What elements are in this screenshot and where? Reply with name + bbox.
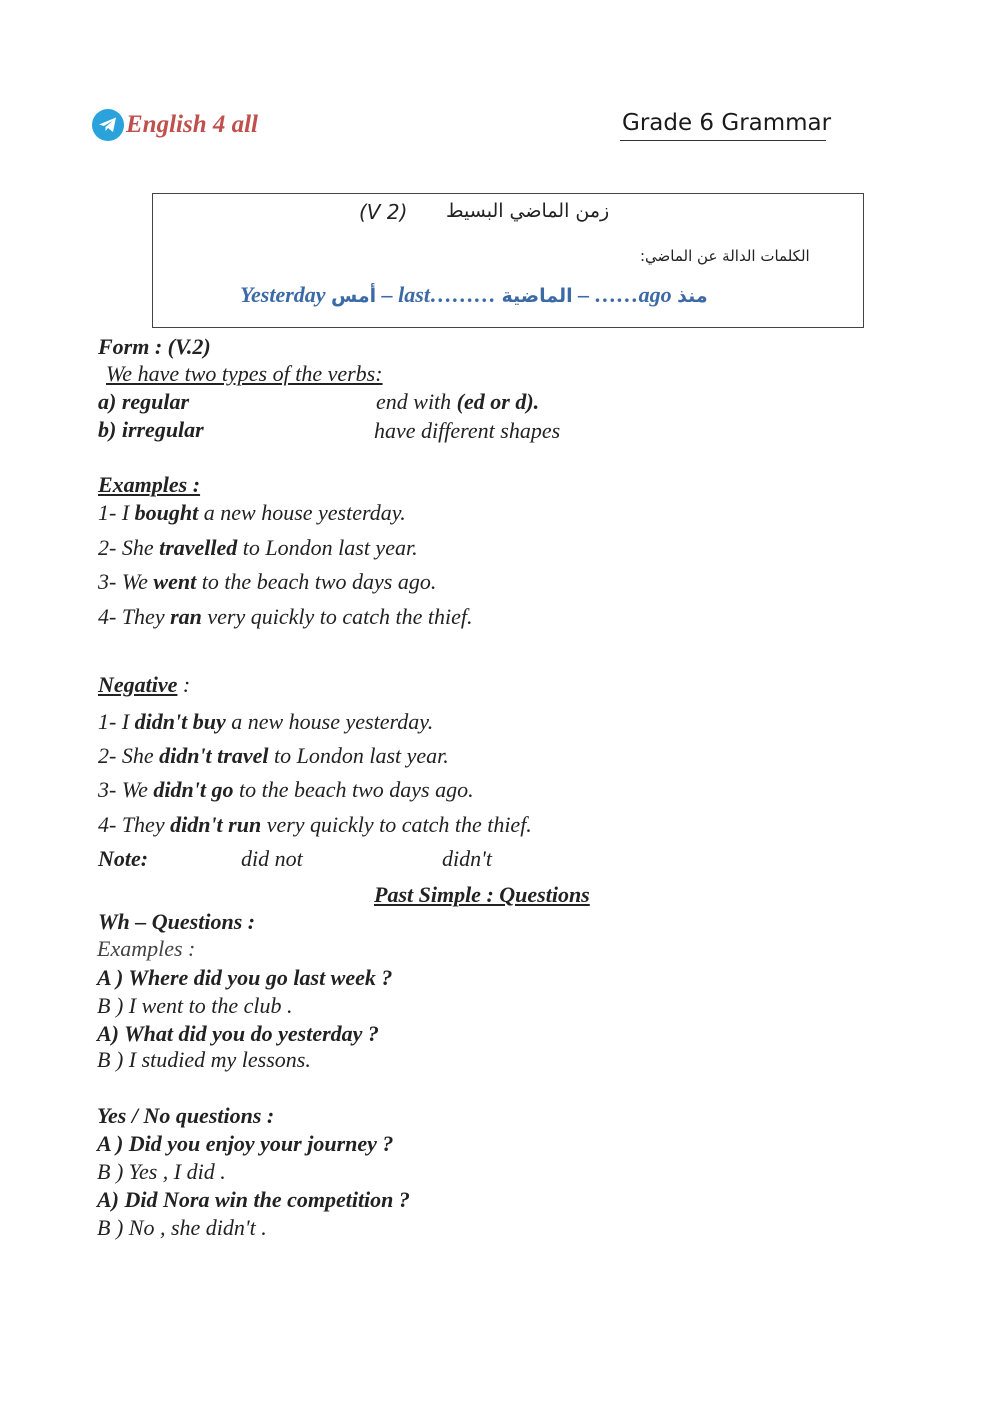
time-expressions (240, 282, 708, 308)
examples-heading: Examples : (98, 472, 201, 497)
wh-answer: B ) I studied my lessons. (97, 1047, 311, 1072)
box-arabic-subtitle: الكلمات الدالة عن الماضي: (640, 247, 810, 265)
yn-question: A ) Did you enjoy your journey ? (97, 1131, 394, 1156)
word-ago-ar: منذ (677, 285, 708, 307)
regular-label: a) regular (98, 389, 190, 414)
form-heading: Form : (V.2) (98, 334, 211, 359)
irregular-desc: have different shapes (374, 418, 561, 443)
brand (92, 108, 258, 142)
yn-question: A) Did Nora win the competition ? (97, 1187, 410, 1212)
note-full-form: did not (241, 846, 303, 871)
example-item: 4- They ran very quickly to catch the thief. (98, 604, 473, 629)
page-title: Grade 6 Grammar (622, 110, 832, 136)
wh-question: A ) Where did you go last week ? (97, 965, 393, 990)
word-last: – last……… (376, 282, 502, 307)
box-v2-label: (V 2) (359, 200, 408, 224)
irregular-label: b) irregular (98, 417, 204, 442)
example-item: 3- We went to the beach two days ago. (98, 569, 437, 594)
word-yesterday: Yesterday (240, 282, 326, 307)
negative-heading: Negative : (98, 672, 191, 697)
word-yesterday-ar: أمس (331, 285, 377, 307)
note-short-form: didn't (442, 846, 492, 871)
yes-no-heading: Yes / No questions : (97, 1103, 275, 1128)
wh-question: A) What did you do yesterday ? (97, 1021, 379, 1046)
note-label: Note: (98, 846, 149, 871)
questions-heading: Past Simple : Questions (374, 882, 590, 907)
box-arabic-title: زمن الماضي البسيط (446, 200, 610, 222)
brand-name: English 4 all (126, 111, 258, 138)
telegram-icon[interactable] (92, 109, 124, 141)
yn-answer: B ) Yes , I did . (97, 1159, 226, 1184)
wh-answer: B ) I went to the club . (97, 993, 293, 1018)
types-line: We have two types of the verbs: (106, 361, 383, 386)
negative-item: 3- We didn't go to the beach two days ago. (98, 777, 474, 802)
word-ago: – ……ago (572, 282, 678, 307)
negative-item: 4- They didn't run very quickly to catch the thief. (98, 812, 532, 837)
word-last-ar: الماضية (501, 285, 573, 307)
yn-answer: B ) No , she didn't . (97, 1215, 267, 1240)
title-underline (620, 140, 826, 141)
wh-heading: Wh – Questions : (98, 909, 256, 934)
negative-item: 1- I didn't buy a new house yesterday. (98, 709, 434, 734)
regular-desc: end with (ed or d). (376, 389, 540, 414)
negative-item: 2- She didn't travel to London last year. (98, 743, 449, 768)
wh-examples-label: Examples : (97, 936, 196, 961)
example-item: 2- She travelled to London last year. (98, 535, 418, 560)
example-item: 1- I bought a new house yesterday. (98, 500, 406, 525)
